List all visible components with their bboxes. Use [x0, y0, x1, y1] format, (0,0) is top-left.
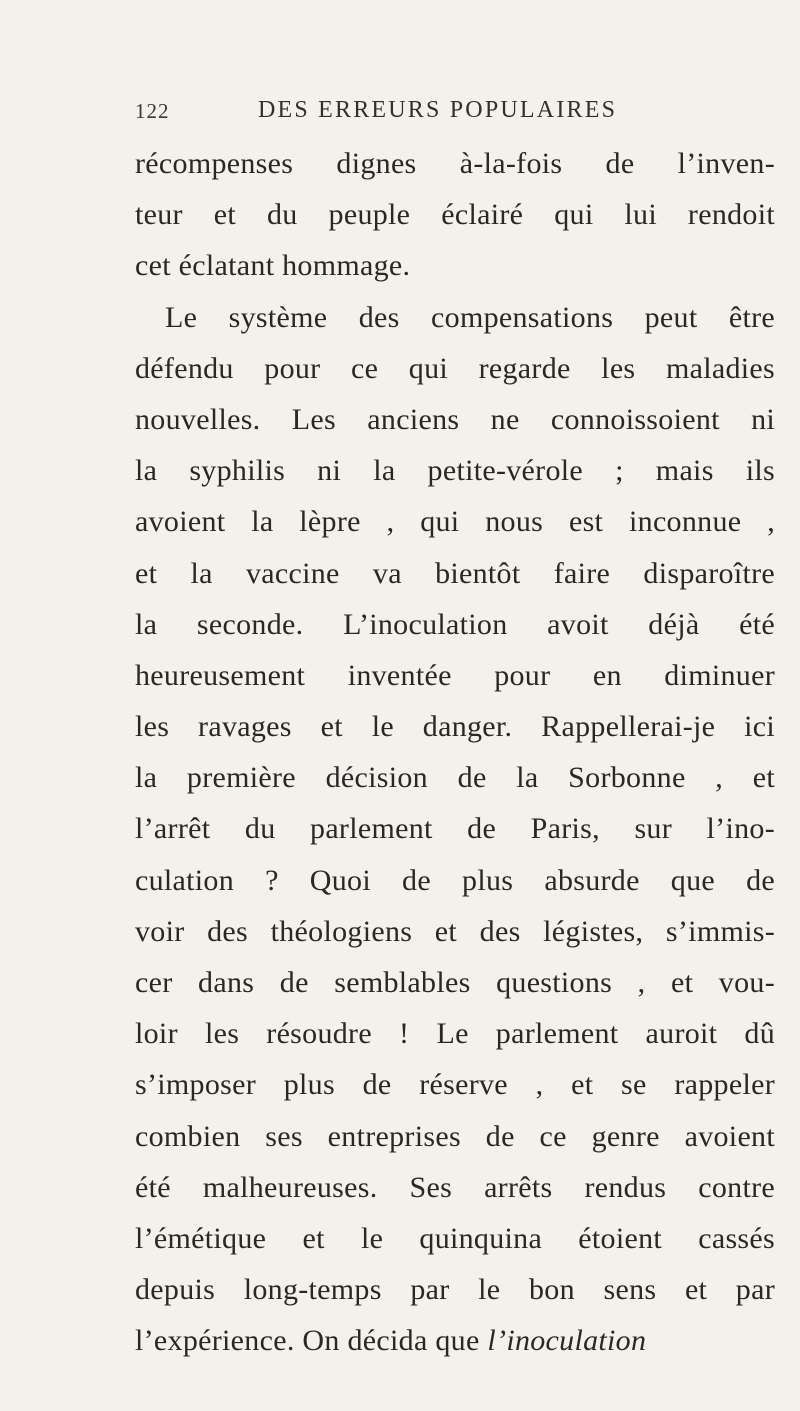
text-line: s’imposer plus de réserve , et se rappeler [135, 1068, 775, 1102]
text-line: défendu pour ce qui regarde les maladies [135, 351, 775, 385]
text-line: et la vaccine va bientôt faire disparoître [135, 556, 775, 590]
text-line: récompenses dignes à-la-fois de l’inven- [135, 147, 775, 180]
body-text [135, 138, 775, 1367]
last-line-italic: l’inoculation [487, 1324, 647, 1358]
text-line: été malheureuses. Ses arrêts rendus contre [135, 1170, 775, 1204]
text-line: nouvelles. Les anciens ne connoissoient ni [135, 402, 775, 436]
text-line: la seconde. L’inoculation avoit déjà été [135, 607, 775, 641]
text-line: l’arrêt du parlement de Paris, sur l’ino- [135, 812, 775, 846]
page-number: 122 [135, 99, 170, 123]
text-line: voir des théologiens et des légistes, s’immis- [135, 914, 775, 948]
last-line-text: l’expérience. On décida que [135, 1324, 488, 1358]
text-line-last [135, 1315, 775, 1366]
text-line: cer dans de semblables questions , et vou- [135, 966, 775, 999]
running-title: DES ERREURS POPULAIRES [258, 97, 618, 123]
text-line: loir les résoudre ! Le parlement auroit dû [135, 1017, 775, 1051]
text-line: la première décision de la Sorbonne , et [135, 761, 775, 795]
text-line: l’émétique et le quinquina étoient cassés [135, 1221, 775, 1255]
text-line: combien ses entreprises de ce genre avoient [135, 1119, 775, 1153]
text-line: la syphilis ni la petite-vérole ; mais ils [135, 454, 775, 488]
text-line: heureusement inventée pour en diminuer [135, 658, 775, 692]
text-line: depuis long-temps par le bon sens et par [135, 1273, 775, 1307]
page-header [135, 95, 695, 131]
text-line: culation ? Quoi de plus absurde que de [135, 863, 775, 897]
text-line: cet éclatant hommage. [135, 249, 411, 283]
text-line: les ravages et le danger. Rappellerai-je ici [135, 710, 775, 744]
text-line: Le système des compensations peut être [165, 300, 775, 334]
text-line: teur et du peuple éclairé qui lui rendoit [135, 198, 775, 232]
text-line: avoient la lèpre , qui nous est inconnue , [135, 505, 775, 539]
